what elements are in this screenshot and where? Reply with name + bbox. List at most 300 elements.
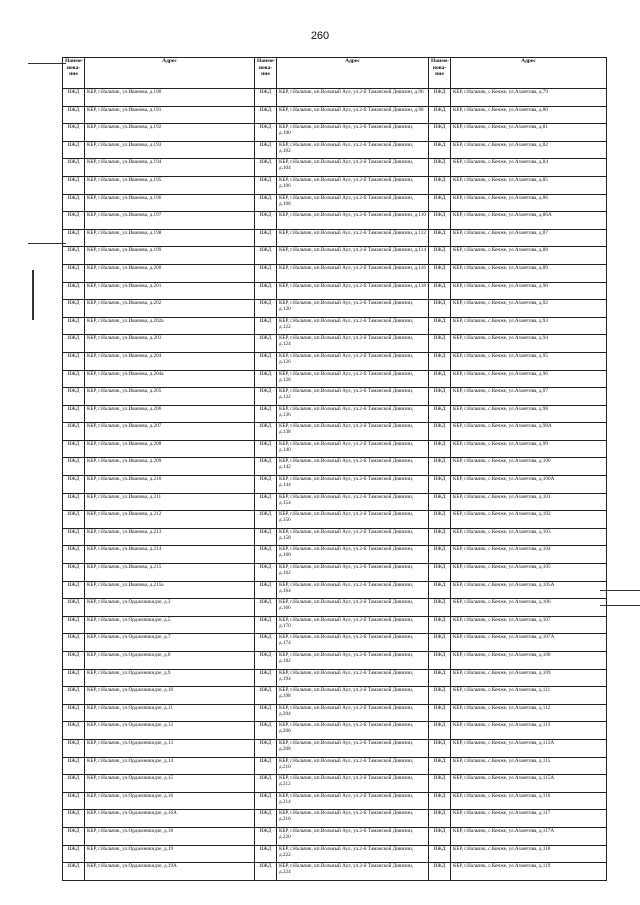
- type-cell: ИЖД: [429, 687, 451, 705]
- address-cell: КБР, г.Нальчик, с.Кенже, ул.Ахметова, д.117: [451, 810, 607, 828]
- address-cell: КБР, г.Нальчик, кп.Вольный Аул, ул.2-й Таманской Дивизии, д.216: [277, 810, 429, 828]
- address-cell: КБР, г.Нальчик, кп.Вольный Аул, ул.2-й Таманской Дивизии, д.214: [277, 792, 429, 810]
- table-row: [63, 528, 607, 546]
- type-cell: ИЖД: [429, 546, 451, 564]
- type-cell: ИЖД: [63, 616, 85, 634]
- type-cell: ИЖД: [255, 282, 277, 300]
- type-cell: ИЖД: [429, 493, 451, 511]
- type-cell: ИЖД: [429, 141, 451, 159]
- type-cell: ИЖД: [63, 124, 85, 142]
- address-cell: КБР, г.Нальчик, кп.Вольный Аул, ул.2-й Таманской Дивизии, д.102: [277, 141, 429, 159]
- address-cell: КБР, г.Нальчик, с.Кенже, ул.Ахметова, д.117А: [451, 827, 607, 845]
- type-cell: ИЖД: [63, 317, 85, 335]
- type-cell: ИЖД: [63, 264, 85, 282]
- address-cell: КБР, г.Нальчик, кп.Вольный Аул, ул.2-й Таманской Дивизии, д.170: [277, 616, 429, 634]
- address-cell: КБР, г.Нальчик, ул.Иванова, д.213: [85, 528, 255, 546]
- header-address-mid: Адрес: [277, 58, 429, 89]
- address-cell: КБР, г.Нальчик, с.Кенже, ул.Ахметова, д.101: [451, 493, 607, 511]
- table-row: [63, 370, 607, 388]
- type-cell: ИЖД: [255, 458, 277, 476]
- table-row: [63, 775, 607, 793]
- type-cell: ИЖД: [255, 176, 277, 194]
- type-cell: ИЖД: [63, 458, 85, 476]
- type-cell: ИЖД: [63, 722, 85, 740]
- table-row: [63, 581, 607, 599]
- address-cell: КБР, г.Нальчик, с.Кенже, ул.Ахметова, д.107А: [451, 634, 607, 652]
- type-cell: ИЖД: [63, 423, 85, 441]
- address-cell: КБР, г.Нальчик, с.Кенже, ул.Ахметова, д.98: [451, 405, 607, 423]
- address-cell: КБР, г.Нальчик, ул.Орджоникидзе, д.19А: [85, 863, 255, 881]
- table-row: [63, 247, 607, 265]
- address-cell: КБР, г.Нальчик, кп.Вольный Аул, ул.2-й Таманской Дивизии, д.198: [277, 687, 429, 705]
- address-cell: КБР, г.Нальчик, кп.Вольный Аул, ул.2-й Таманской Дивизии, д.204: [277, 704, 429, 722]
- address-cell: КБР, г.Нальчик, кп.Вольный Аул, ул.2-й Таманской Дивизии, д.140: [277, 440, 429, 458]
- address-cell: КБР, г.Нальчик, ул.Иванова, д.212: [85, 511, 255, 529]
- table-row: [63, 546, 607, 564]
- address-cell: КБР, г.Нальчик, ул.Иванова, д.211: [85, 493, 255, 511]
- type-cell: ИЖД: [63, 282, 85, 300]
- type-cell: ИЖД: [255, 634, 277, 652]
- address-cell: КБР, г.Нальчик, кп.Вольный Аул, ул.2-й Таманской Дивизии, д.108: [277, 194, 429, 212]
- address-cell: КБР, г.Нальчик, ул.Иванова, д.206: [85, 405, 255, 423]
- type-cell: ИЖД: [255, 652, 277, 670]
- table-row: [63, 352, 607, 370]
- type-cell: ИЖД: [63, 845, 85, 863]
- type-cell: ИЖД: [255, 247, 277, 265]
- page-number: 260: [310, 30, 330, 42]
- address-cell: КБР, г.Нальчик, кп.Вольный Аул, ул.2-й Таманской Дивизии, д.112: [277, 229, 429, 247]
- type-cell: ИЖД: [255, 687, 277, 705]
- type-cell: ИЖД: [63, 89, 85, 107]
- address-cell: КБР, г.Нальчик, ул.Орджоникидзе, д.14: [85, 757, 255, 775]
- table-row: [63, 476, 607, 494]
- type-cell: ИЖД: [429, 863, 451, 881]
- type-cell: ИЖД: [255, 564, 277, 582]
- address-cell: КБР, г.Нальчик, ул.Иванова, д.208: [85, 440, 255, 458]
- address-cell: КБР, г.Нальчик, ул.Иванова, д.202: [85, 300, 255, 318]
- table-row: [63, 335, 607, 353]
- type-cell: ИЖД: [63, 775, 85, 793]
- table-row: [63, 106, 607, 124]
- type-cell: ИЖД: [63, 827, 85, 845]
- address-cell: КБР, г.Нальчик, ул.Орджоникидзе, д.13: [85, 739, 255, 757]
- address-cell: КБР, г.Нальчик, кп.Вольный Аул, ул.2-й Таманской Дивизии, д.158: [277, 528, 429, 546]
- address-cell: КБР, г.Нальчик, ул.Орджоникидзе, д.19: [85, 845, 255, 863]
- scan-edge-mark: [32, 270, 34, 320]
- table-row: [63, 141, 607, 159]
- address-cell: КБР, г.Нальчик, ул.Иванова, д.196: [85, 194, 255, 212]
- address-cell: КБР, г.Нальчик, с.Кенже, ул.Ахметова, д.80: [451, 106, 607, 124]
- address-cell: КБР, г.Нальчик, ул.Иванова, д.191: [85, 106, 255, 124]
- type-cell: ИЖД: [429, 124, 451, 142]
- address-cell: КБР, г.Нальчик, с.Кенже, ул.Ахметова, д.118: [451, 845, 607, 863]
- address-cell: КБР, г.Нальчик, с.Кенже, ул.Ахметова, д.82: [451, 141, 607, 159]
- type-cell: ИЖД: [429, 317, 451, 335]
- type-cell: ИЖД: [63, 599, 85, 617]
- type-cell: ИЖД: [255, 863, 277, 881]
- type-cell: ИЖД: [255, 229, 277, 247]
- type-cell: ИЖД: [255, 810, 277, 828]
- table-row: [63, 159, 607, 177]
- address-cell: КБР, г.Нальчик, кп.Вольный Аул, ул.2-й Таманской Дивизии, д.154: [277, 493, 429, 511]
- address-cell: КБР, г.Нальчик, с.Кенже, ул.Ахметова, д.81: [451, 124, 607, 142]
- table-row: [63, 792, 607, 810]
- address-cell: КБР, г.Нальчик, ул.Иванова, д.201: [85, 282, 255, 300]
- address-cell: КБР, г.Нальчик, кп.Вольный Аул, ул.2-й Таманской Дивизии, д.120: [277, 300, 429, 318]
- address-cell: КБР, г.Нальчик, ул.Иванова, д.209: [85, 458, 255, 476]
- address-cell: КБР, г.Нальчик, с.Кенже, ул.Ахметова, д.109: [451, 669, 607, 687]
- type-cell: ИЖД: [255, 124, 277, 142]
- address-cell: КБР, г.Нальчик, ул.Иванова, д.203: [85, 335, 255, 353]
- address-cell: КБР, г.Нальчик, ул.Орджоникидзе, д.16: [85, 792, 255, 810]
- type-cell: ИЖД: [63, 687, 85, 705]
- type-cell: ИЖД: [429, 388, 451, 406]
- address-cell: КБР, г.Нальчик, кп.Вольный Аул, ул.2-й Таманской Дивизии, д.118: [277, 282, 429, 300]
- type-cell: ИЖД: [63, 335, 85, 353]
- type-cell: ИЖД: [63, 511, 85, 529]
- address-cell: КБР, г.Нальчик, кп.Вольный Аул, ул.2-й Таманской Дивизии, д.222: [277, 845, 429, 863]
- type-cell: ИЖД: [429, 89, 451, 107]
- table-row: [63, 458, 607, 476]
- type-cell: ИЖД: [63, 704, 85, 722]
- type-cell: ИЖД: [63, 863, 85, 881]
- address-cell: КБР, г.Нальчик, кп.Вольный Аул, ул.2-й Таманской Дивизии, д.160: [277, 546, 429, 564]
- table-row: [63, 863, 607, 881]
- type-cell: ИЖД: [63, 757, 85, 775]
- type-cell: ИЖД: [63, 300, 85, 318]
- type-cell: ИЖД: [63, 405, 85, 423]
- type-cell: ИЖД: [429, 405, 451, 423]
- type-cell: ИЖД: [63, 493, 85, 511]
- type-cell: ИЖД: [255, 317, 277, 335]
- address-cell: КБР, г.Нальчик, с.Кенже, ул.Ахметова, д.108: [451, 652, 607, 670]
- type-cell: ИЖД: [255, 106, 277, 124]
- scan-edge-line: [28, 63, 66, 64]
- type-cell: ИЖД: [429, 106, 451, 124]
- type-cell: ИЖД: [255, 827, 277, 845]
- type-cell: ИЖД: [63, 176, 85, 194]
- type-cell: ИЖД: [255, 792, 277, 810]
- type-cell: ИЖД: [255, 775, 277, 793]
- table-row: [63, 300, 607, 318]
- address-cell: КБР, г.Нальчик, с.Кенже, ул.Ахметова, д.100А: [451, 476, 607, 494]
- address-cell: КБР, г.Нальчик, кп.Вольный Аул, ул.2-й Таманской Дивизии, д.166: [277, 599, 429, 617]
- address-cell: КБР, г.Нальчик, ул.Иванова, д.214: [85, 546, 255, 564]
- address-cell: КБР, г.Нальчик, кп.Вольный Аул, ул.2-й Таманской Дивизии, д.128: [277, 370, 429, 388]
- table-row: [63, 652, 607, 670]
- type-cell: ИЖД: [255, 194, 277, 212]
- table-row: [63, 212, 607, 230]
- type-cell: ИЖД: [255, 546, 277, 564]
- type-cell: ИЖД: [255, 669, 277, 687]
- table-row: [63, 739, 607, 757]
- table-row: [63, 264, 607, 282]
- address-cell: КБР, г.Нальчик, ул.Орджоникидзе, д.11: [85, 704, 255, 722]
- table-row: [63, 317, 607, 335]
- type-cell: ИЖД: [429, 581, 451, 599]
- address-cell: КБР, г.Нальчик, с.Кенже, ул.Ахметова, д.104: [451, 546, 607, 564]
- table-row: [63, 687, 607, 705]
- table-row: [63, 599, 607, 617]
- type-cell: ИЖД: [429, 247, 451, 265]
- type-cell: ИЖД: [429, 229, 451, 247]
- address-cell: КБР, г.Нальчик, ул.Иванова, д.215: [85, 564, 255, 582]
- address-cell: КБР, г.Нальчик, с.Кенже, ул.Ахметова, д.113: [451, 722, 607, 740]
- type-cell: ИЖД: [429, 300, 451, 318]
- type-cell: ИЖД: [255, 739, 277, 757]
- type-cell: ИЖД: [255, 845, 277, 863]
- address-cell: КБР, г.Нальчик, ул.Орджоникидзе, д.15: [85, 775, 255, 793]
- table-row: [63, 722, 607, 740]
- type-cell: ИЖД: [255, 616, 277, 634]
- header-type: Наименование: [63, 58, 85, 89]
- type-cell: ИЖД: [429, 159, 451, 177]
- table-row: [63, 176, 607, 194]
- address-cell: КБР, г.Нальчик, кп.Вольный Аул, ул.2-й Таманской Дивизии, д.208: [277, 739, 429, 757]
- type-cell: ИЖД: [255, 370, 277, 388]
- address-cell: КБР, г.Нальчик, с.Кенже, ул.Ахметова, д.94: [451, 335, 607, 353]
- type-cell: ИЖД: [429, 669, 451, 687]
- type-cell: ИЖД: [429, 616, 451, 634]
- type-cell: ИЖД: [429, 352, 451, 370]
- address-cell: КБР, г.Нальчик, с.Кенже, ул.Ахметова, д.95: [451, 352, 607, 370]
- address-cell: КБР, г.Нальчик, кп.Вольный Аул, ул.2-й Таманской Дивизии, д.206: [277, 722, 429, 740]
- address-cell: КБР, г.Нальчик, ул.Иванова, д.198: [85, 229, 255, 247]
- address-cell: КБР, г.Нальчик, ул.Орджоникидзе, д.5: [85, 616, 255, 634]
- address-cell: КБР, г.Нальчик, кп.Вольный Аул, ул.2-й Таманской Дивизии, д.156: [277, 511, 429, 529]
- address-cell: КБР, г.Нальчик, с.Кенже, ул.Ахметова, д.87: [451, 229, 607, 247]
- address-cell: КБР, г.Нальчик, кп.Вольный Аул, ул.2-й Таманской Дивизии, д.136: [277, 405, 429, 423]
- type-cell: ИЖД: [429, 282, 451, 300]
- type-cell: ИЖД: [255, 704, 277, 722]
- address-cell: КБР, г.Нальчик, ул.Иванова, д.197: [85, 212, 255, 230]
- address-cell: КБР, г.Нальчик, кп.Вольный Аул, ул.2-й Таманской Дивизии, д.138: [277, 423, 429, 441]
- address-cell: КБР, г.Нальчик, кп.Вольный Аул, ул.2-й Таманской Дивизии, д.122: [277, 317, 429, 335]
- type-cell: ИЖД: [63, 194, 85, 212]
- address-cell: КБР, г.Нальчик, с.Кенже, ул.Ахметова, д.88: [451, 247, 607, 265]
- address-cell: КБР, г.Нальчик, с.Кенже, ул.Ахметова, д.102: [451, 511, 607, 529]
- type-cell: ИЖД: [429, 528, 451, 546]
- table-row: [63, 634, 607, 652]
- address-cell: КБР, г.Нальчик, с.Кенже, ул.Ахметова, д.89: [451, 264, 607, 282]
- type-cell: ИЖД: [63, 141, 85, 159]
- type-cell: ИЖД: [429, 458, 451, 476]
- address-cell: КБР, г.Нальчик, ул.Орджоникидзе, д.7: [85, 634, 255, 652]
- type-cell: ИЖД: [63, 546, 85, 564]
- header-type-right: Наименование: [429, 58, 451, 89]
- address-cell: КБР, г.Нальчик, ул.Орджоникидзе, д.3: [85, 599, 255, 617]
- table-row: [63, 405, 607, 423]
- address-cell: КБР, г.Нальчик, с.Кенже, ул.Ахметова, д.97: [451, 388, 607, 406]
- type-cell: ИЖД: [255, 159, 277, 177]
- type-cell: ИЖД: [255, 511, 277, 529]
- address-cell: КБР, г.Нальчик, ул.Иванова, д.207: [85, 423, 255, 441]
- type-cell: ИЖД: [63, 564, 85, 582]
- table-header-row: [63, 58, 607, 89]
- type-cell: ИЖД: [255, 581, 277, 599]
- address-cell: КБР, г.Нальчик, с.Кенже, ул.Ахметова, д.93: [451, 317, 607, 335]
- address-cell: КБР, г.Нальчик, с.Кенже, ул.Ахметова, д.103: [451, 528, 607, 546]
- type-cell: ИЖД: [255, 89, 277, 107]
- address-cell: КБР, г.Нальчик, с.Кенже, ул.Ахметова, д.107: [451, 616, 607, 634]
- header-address-right: Адрес: [451, 58, 607, 89]
- type-cell: ИЖД: [429, 739, 451, 757]
- address-cell: КБР, г.Нальчик, кп.Вольный Аул, ул.2-й Таманской Дивизии, д.194: [277, 669, 429, 687]
- address-cell: КБР, г.Нальчик, кп.Вольный Аул, ул.2-й Таманской Дивизии, д.106: [277, 176, 429, 194]
- table-row: [63, 423, 607, 441]
- type-cell: ИЖД: [63, 229, 85, 247]
- type-cell: ИЖД: [255, 493, 277, 511]
- type-cell: ИЖД: [63, 652, 85, 670]
- table-row: [63, 616, 607, 634]
- address-cell: КБР, г.Нальчик, с.Кенже, ул.Ахметова, д.105А: [451, 581, 607, 599]
- address-cell: КБР, г.Нальчик, кп.Вольный Аул, ул.2-й Таманской Дивизии, д.100: [277, 124, 429, 142]
- address-cell: КБР, г.Нальчик, с.Кенже, ул.Ахметова, д.113А: [451, 739, 607, 757]
- address-cell: КБР, г.Нальчик, с.Кенже, ул.Ахметова, д.90: [451, 282, 607, 300]
- address-cell: КБР, г.Нальчик, кп.Вольный Аул, ул.2-й Таманской Дивизии, д.144: [277, 476, 429, 494]
- type-cell: ИЖД: [429, 827, 451, 845]
- type-cell: ИЖД: [429, 476, 451, 494]
- address-cell: КБР, г.Нальчик, кп.Вольный Аул, ул.2-й Таманской Дивизии, д.220: [277, 827, 429, 845]
- address-table: [62, 57, 607, 881]
- address-cell: КБР, г.Нальчик, кп.Вольный Аул, ул.2-й Таманской Дивизии, д.110: [277, 212, 429, 230]
- address-cell: КБР, г.Нальчик, ул.Орджоникидзе, д.12: [85, 722, 255, 740]
- address-cell: КБР, г.Нальчик, с.Кенже, ул.Ахметова, д.92: [451, 300, 607, 318]
- address-cell: КБР, г.Нальчик, с.Кенже, ул.Ахметова, д.85: [451, 176, 607, 194]
- type-cell: ИЖД: [63, 247, 85, 265]
- scan-edge-line: [28, 243, 66, 244]
- address-cell: КБР, г.Нальчик, с.Кенже, ул.Ахметова, д.99: [451, 440, 607, 458]
- type-cell: ИЖД: [255, 264, 277, 282]
- type-cell: ИЖД: [429, 564, 451, 582]
- header-type-mid: Наименование: [255, 58, 277, 89]
- address-cell: КБР, г.Нальчик, ул.Иванова, д.204: [85, 352, 255, 370]
- table-row: [63, 704, 607, 722]
- address-cell: КБР, г.Нальчик, с.Кенже, ул.Ахметова, д.100: [451, 458, 607, 476]
- address-cell: КБР, г.Нальчик, ул.Иванова, д.194: [85, 159, 255, 177]
- address-cell: КБР, г.Нальчик, с.Кенже, ул.Ахметова, д.105: [451, 564, 607, 582]
- address-cell: КБР, г.Нальчик, кп.Вольный Аул, ул.2-й Таманской Дивизии, д.126: [277, 352, 429, 370]
- address-cell: КБР, г.Нальчик, ул.Иванова, д.210: [85, 476, 255, 494]
- type-cell: ИЖД: [255, 528, 277, 546]
- address-cell: КБР, г.Нальчик, ул.Орджоникидзе, д.8: [85, 652, 255, 670]
- type-cell: ИЖД: [255, 300, 277, 318]
- address-cell: КБР, г.Нальчик, кп.Вольный Аул, ул.2-й Таманской Дивизии, д.224: [277, 863, 429, 881]
- type-cell: ИЖД: [63, 634, 85, 652]
- address-cell: КБР, г.Нальчик, кп.Вольный Аул, ул.2-й Таманской Дивизии, д.142: [277, 458, 429, 476]
- type-cell: ИЖД: [429, 599, 451, 617]
- address-cell: КБР, г.Нальчик, с.Кенже, ул.Ахметова, д.116: [451, 792, 607, 810]
- type-cell: ИЖД: [429, 792, 451, 810]
- type-cell: ИЖД: [255, 599, 277, 617]
- type-cell: ИЖД: [63, 352, 85, 370]
- address-cell: КБР, г.Нальчик, с.Кенже, ул.Ахметова, д.112: [451, 704, 607, 722]
- type-cell: ИЖД: [429, 634, 451, 652]
- type-cell: ИЖД: [429, 810, 451, 828]
- table-row: [63, 757, 607, 775]
- type-cell: ИЖД: [429, 757, 451, 775]
- type-cell: ИЖД: [255, 352, 277, 370]
- type-cell: ИЖД: [255, 757, 277, 775]
- address-cell: КБР, г.Нальчик, ул.Иванова, д.215а: [85, 581, 255, 599]
- type-cell: ИЖД: [429, 652, 451, 670]
- type-cell: ИЖД: [429, 511, 451, 529]
- type-cell: ИЖД: [63, 388, 85, 406]
- type-cell: ИЖД: [63, 159, 85, 177]
- table-row: [63, 810, 607, 828]
- address-cell: КБР, г.Нальчик, с.Кенже, ул.Ахметова, д.111: [451, 687, 607, 705]
- type-cell: ИЖД: [255, 335, 277, 353]
- address-cell: КБР, г.Нальчик, с.Кенже, ул.Ахметова, д.79: [451, 89, 607, 107]
- type-cell: ИЖД: [63, 212, 85, 230]
- type-cell: ИЖД: [429, 335, 451, 353]
- address-cell: КБР, г.Нальчик, с.Кенже, ул.Ахметова, д.96: [451, 370, 607, 388]
- address-cell: КБР, г.Нальчик, кп.Вольный Аул, ул.2-й Таманской Дивизии, д.210: [277, 757, 429, 775]
- address-cell: КБР, г.Нальчик, с.Кенже, ул.Ахметова, д.86А: [451, 212, 607, 230]
- address-cell: КБР, г.Нальчик, ул.Иванова, д.204а: [85, 370, 255, 388]
- type-cell: ИЖД: [63, 792, 85, 810]
- type-cell: ИЖД: [255, 440, 277, 458]
- address-cell: КБР, г.Нальчик, с.Кенже, ул.Ахметова, д.98А: [451, 423, 607, 441]
- address-cell: КБР, г.Нальчик, кп.Вольный Аул, ул.2-й Таманской Дивизии, д.174: [277, 634, 429, 652]
- type-cell: ИЖД: [429, 194, 451, 212]
- table-row: [63, 388, 607, 406]
- type-cell: ИЖД: [255, 141, 277, 159]
- type-cell: ИЖД: [63, 528, 85, 546]
- address-cell: КБР, г.Нальчик, ул.Иванова, д.205: [85, 388, 255, 406]
- type-cell: ИЖД: [63, 370, 85, 388]
- type-cell: ИЖД: [429, 264, 451, 282]
- address-cell: КБР, г.Нальчик, ул.Иванова, д.200: [85, 264, 255, 282]
- address-cell: КБР, г.Нальчик, кп.Вольный Аул, ул.2-й Таманской Дивизии, д.162: [277, 564, 429, 582]
- address-cell: КБР, г.Нальчик, с.Кенже, ул.Ахметова, д.106: [451, 599, 607, 617]
- type-cell: ИЖД: [429, 370, 451, 388]
- table-row: [63, 669, 607, 687]
- table-row: [63, 564, 607, 582]
- address-cell: КБР, г.Нальчик, ул.Иванова, д.199: [85, 247, 255, 265]
- type-cell: ИЖД: [63, 476, 85, 494]
- type-cell: ИЖД: [429, 423, 451, 441]
- address-cell: КБР, г.Нальчик, кп.Вольный Аул, ул.2-й Таманской Дивизии, д.212: [277, 775, 429, 793]
- type-cell: ИЖД: [429, 440, 451, 458]
- address-cell: КБР, г.Нальчик, ул.Иванова, д.190: [85, 89, 255, 107]
- address-cell: КБР, г.Нальчик, ул.Иванова, д.192: [85, 124, 255, 142]
- address-cell: КБР, г.Нальчик, кп.Вольный Аул, ул.2-й Таманской Дивизии, д.182: [277, 652, 429, 670]
- type-cell: ИЖД: [429, 722, 451, 740]
- address-cell: КБР, г.Нальчик, кп.Вольный Аул, ул.2-й Таманской Дивизии, д.98: [277, 106, 429, 124]
- table-row: [63, 194, 607, 212]
- address-cell: КБР, г.Нальчик, ул.Орджоникидзе, д.9: [85, 669, 255, 687]
- address-cell: КБР, г.Нальчик, кп.Вольный Аул, ул.2-й Таманской Дивизии, д.104: [277, 159, 429, 177]
- table-row: [63, 282, 607, 300]
- type-cell: ИЖД: [255, 388, 277, 406]
- address-cell: КБР, г.Нальчик, ул.Орджоникидзе, д.10: [85, 687, 255, 705]
- address-cell: КБР, г.Нальчик, с.Кенже, ул.Ахметова, д.115А: [451, 775, 607, 793]
- type-cell: ИЖД: [255, 722, 277, 740]
- type-cell: ИЖД: [63, 581, 85, 599]
- type-cell: ИЖД: [429, 704, 451, 722]
- address-cell: КБР, г.Нальчик, с.Кенже, ул.Ахметова, д.84: [451, 159, 607, 177]
- type-cell: ИЖД: [429, 845, 451, 863]
- table-row: [63, 229, 607, 247]
- address-cell: КБР, г.Нальчик, кп.Вольный Аул, ул.2-й Таманской Дивизии, д.116: [277, 264, 429, 282]
- type-cell: ИЖД: [255, 423, 277, 441]
- table-row: [63, 440, 607, 458]
- header-address: Адрес: [85, 58, 255, 89]
- type-cell: ИЖД: [63, 669, 85, 687]
- address-cell: КБР, г.Нальчик, с.Кенже, ул.Ахметова, д.119: [451, 863, 607, 881]
- type-cell: ИЖД: [255, 212, 277, 230]
